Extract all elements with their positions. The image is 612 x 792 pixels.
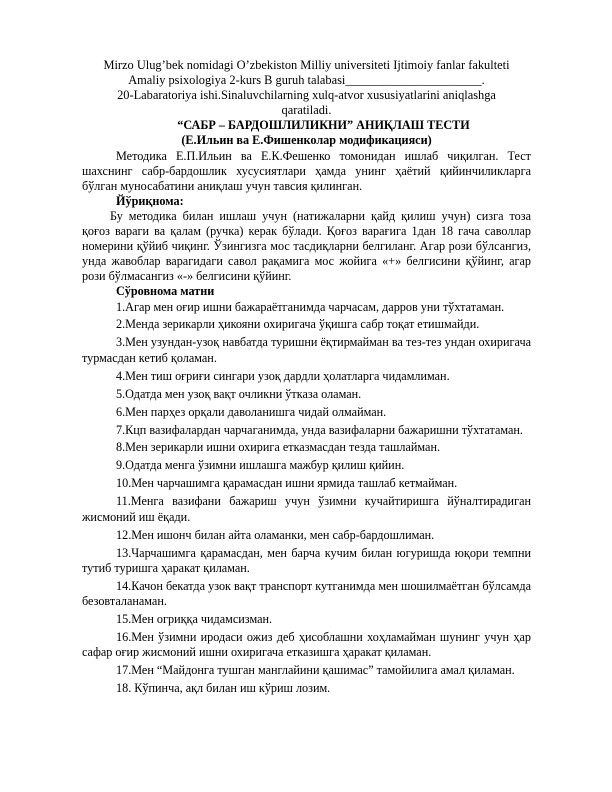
question-item: 1.Агар мен оғир ишни бажараётганимда чарчасам, дарров уни тўхтатаман.: [116, 299, 505, 314]
question-item: 16.Мен ўзимни иродаси ожиз деб ҳисоблашни хоҳламайман шунинг учун ҳар сафар оғир жисмоний ишни охиригача етказишга ҳаракат қиламан.: [82, 629, 531, 659]
questions-heading: Сўровнома матни: [116, 284, 215, 299]
question-item: 2.Менда зерикарли ҳикояни охиригача ўқишга сабр тоқат етишмайди.: [116, 317, 480, 332]
intro-paragraph: Методика Е.П.Ильин ва Е.К.Фешенко томонидан ишлаб чиқилган. Тест шахснинг сабр-бардошлик хусусиятлари ҳамда унинг ҳаётий қийинчиликларга бўлган муносабатини аниқлаш учун тавсия қилинган.: [82, 148, 531, 193]
document-page: [82, 58, 531, 699]
question-item: 12.Мен ишонч билан айта оламанки, мен сабр-бардошлиман.: [116, 527, 435, 542]
lab-work-line: 20-Labaratoriya ishi.Sinaluvchilarning xulq-atvor xususiyatlarini aniqlashga: [117, 88, 496, 103]
test-subtitle: (Е.Ильин ва Е.Фишенколар модификацияси): [181, 133, 432, 148]
group-line: Amaliy psixologiya 2-kurs B guruh talabasi______________________.: [128, 73, 485, 88]
instruction-paragraph: Бу методика билан ишлаш учун (натижаларни қайд қилиш учун) сизга тоза қоғоз вараги ва қалам (ручка) керак бўлади. Қоғоз варағига 1дан 18 гача саволлар номерини қўйиб чиқинг. Ўзингизга мос тасдиқларни белгиланг. Агар рози бўлсангиз, унда жавоблар варагидаги савол рақамига мос жойига «+» белгисини қўйинг, агар рози бўлмасангиз «-» белгисини қўйинг.: [82, 208, 531, 284]
question-item: 15.Мен огриққа чидамсизман.: [116, 611, 273, 626]
question-item: 17.Мен “Майдонга тушган манглайини қашимас” тамойилига амал қиламан.: [116, 662, 515, 677]
question-item: 18. Кўпинча, ақл билан иш кўриш лозим.: [116, 680, 331, 695]
question-item: 14.Качон бекатда узок вақт транспорт кутганимда мен шошилмаётган бўлсамда безовталанаман.: [82, 578, 531, 608]
university-line: Mirzo Ulug’bek nomidagi O’zbekiston Milliy universiteti Ijtimoiy fanlar fakulteti: [103, 58, 510, 72]
instruction-heading: Йўриқнома:: [116, 193, 184, 208]
question-item: 6.Мен парҳез орқали даволанишга чидай олмайман.: [116, 404, 387, 419]
question-item: 11.Менга вазифани бажариш учун ўзимни кучайтиришга йўналтирадиган жисмоний иш ёқади.: [82, 494, 531, 524]
question-item: 4.Мен тиш оғриғи сингари узоқ дардли ҳолатларга чидамлиман.: [116, 368, 450, 383]
question-list: [82, 300, 531, 696]
question-item: 10.Мен чарчашимга қарамасдан ишни ярмида ташлаб кетмайман.: [116, 476, 458, 491]
question-item: 13.Чарчашимга қарамасдан, мен барча кучим билан югуришда юқори темпни тутиб туришга ҳаракат қиламан.: [82, 545, 531, 575]
question-item: 8.Мен зерикарли ишни охирига етказмасдан тезда ташлайман.: [116, 440, 441, 455]
test-title: “САБР – БАРДОШЛИЛИКНИ” АНИҚЛАШ ТЕСТИ: [177, 118, 470, 133]
lab-work-line-end: qaratiladi.: [281, 103, 332, 118]
question-item: 3.Мен узундан-узоқ навбатда туришни ёқтирмайман ва тез-тез ундан охиригача турмасдан кетиб қоламан.: [82, 335, 531, 365]
question-item: 7.Кцп вазифалардан чарчаганимда, унда вазифаларни бажаришни тўхтатаман.: [116, 422, 523, 437]
question-item: 9.Одатда менга ўзимни ишлашга мажбур қилиш қийин.: [116, 458, 405, 473]
question-item: 5.Одатда мен узоқ вақт очликни ўтказа оламан.: [116, 386, 362, 401]
